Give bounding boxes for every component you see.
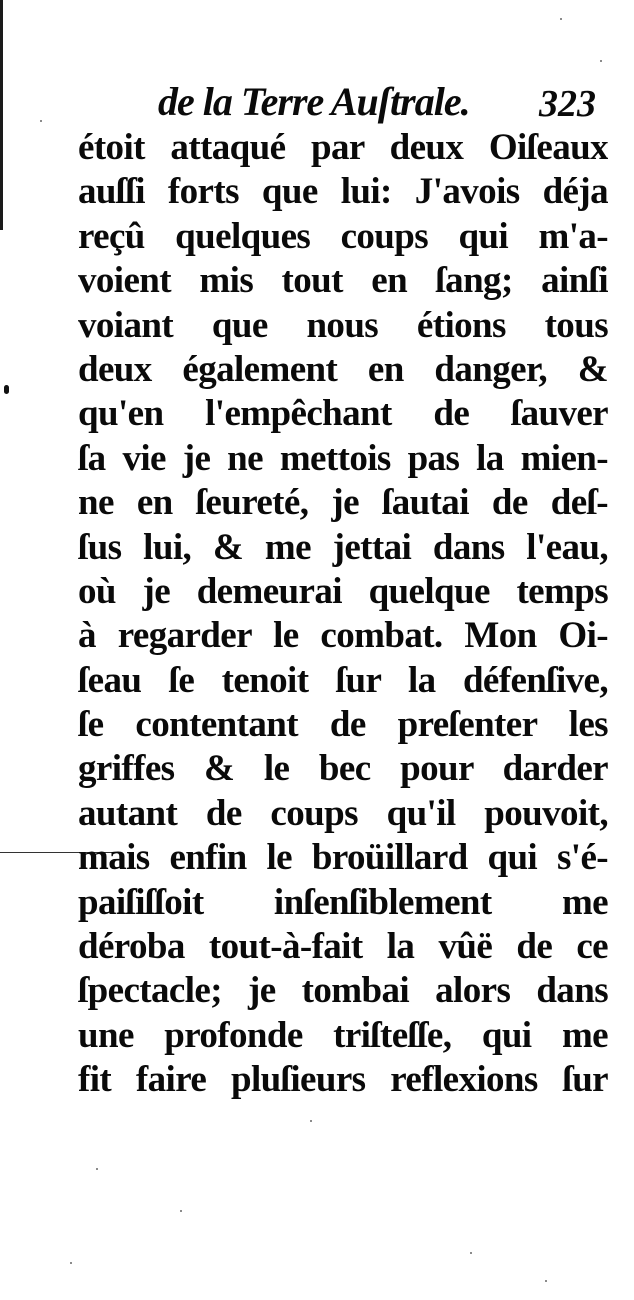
page-number: 323 [539,83,596,125]
body-text [78,126,608,1103]
text-line: ſe contentant de preſenter les [78,704,608,746]
text-line: deux également en danger, & [78,348,608,390]
text-line: ſus lui, & me jettai dans l'eau, [78,526,608,568]
ink-blot [4,385,9,394]
text-line: griffes & le bec pour darder [78,748,608,790]
text-line: paiſiſſoit inſenſiblement me [78,881,608,923]
text-line: déroba tout-à-fait la vûë de ce [78,926,608,968]
text-line: ſpectacle; je tombai alors dans [78,970,608,1012]
paper-speck [545,1280,547,1282]
text-line: auſſi forts que lui: J'avois déja [78,171,608,213]
text-line: ne en ſeureté, je ſautai de deſ- [78,482,608,524]
paper-speck [40,120,42,122]
running-head-title: de la Terre Auſtrale. [158,79,470,124]
paper-speck [470,1252,472,1254]
text-line: une profonde triſteſſe, qui me [78,1014,608,1056]
paper-speck [560,18,562,20]
text-line: reçû quelques coups qui m'a- [78,215,608,257]
text-line: mais enfin le broüillard qui s'é- [78,837,608,879]
text-line: ſeau ſe tenoit ſur la défenſive, [78,659,608,701]
text-line: fit faire pluſieurs reflexions ſur [78,1059,608,1101]
paper-speck [180,1210,182,1212]
text-line: étoit attaqué par deux Oiſeaux [78,127,608,168]
text-line: voiant que nous étions tous [78,304,608,346]
text-line: qu'en l'empêchant de ſauver [78,393,608,435]
running-head [150,78,610,126]
paper-speck [70,1262,72,1264]
text-line: à regarder le combat. Mon Oi- [78,615,608,657]
page-edge-rule [0,0,3,230]
text-line: où je demeurai quelque temps [78,570,608,612]
text-line: voient mis tout en ſang; ainſi [78,260,608,302]
paper-speck [600,60,602,62]
paper-speck [96,1168,98,1170]
text-line: autant de coups qu'il pouvoit, [78,792,608,834]
paper-speck [310,1120,312,1122]
text-line: ſa vie je ne mettois pas la mien- [78,437,608,479]
